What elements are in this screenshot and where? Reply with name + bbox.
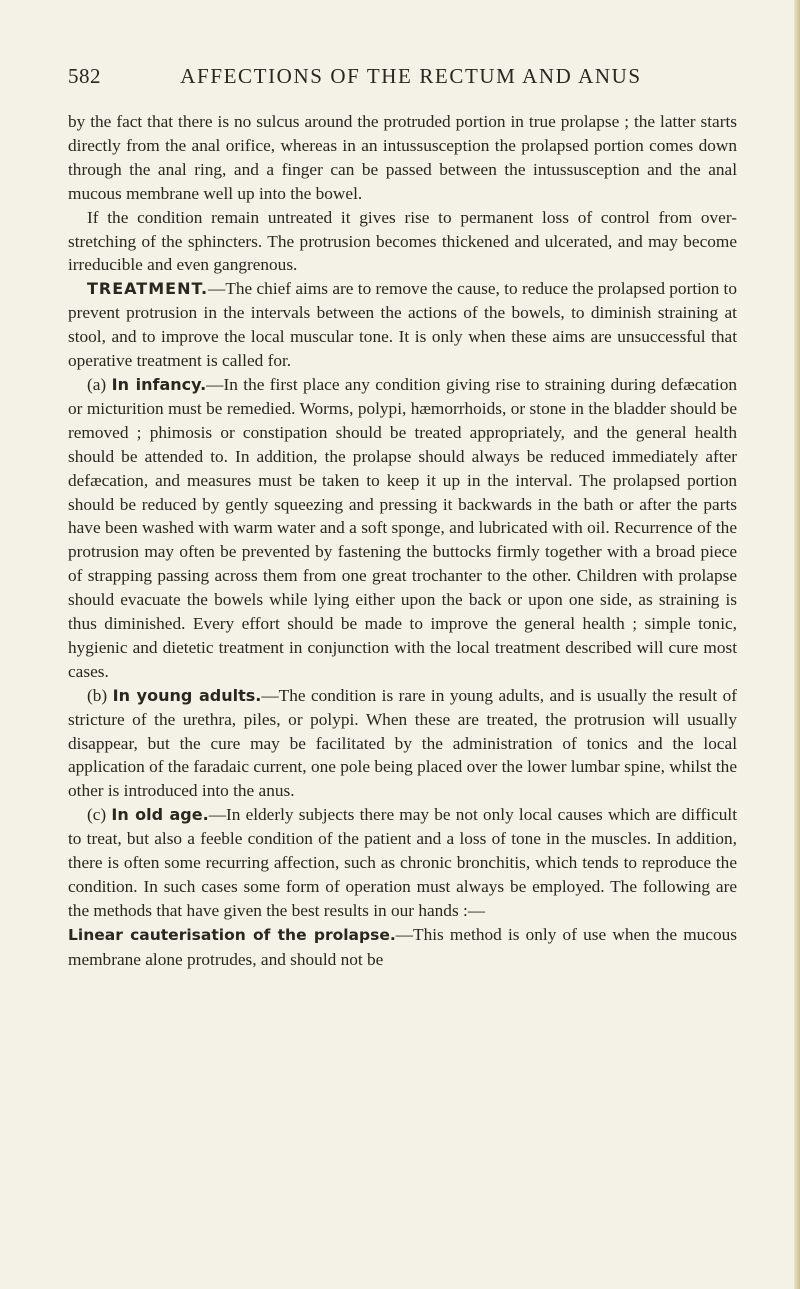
page-header [0, 64, 800, 94]
paragraph-text: —In the first place any condition giving rise to straining during defæcation or micturition must be remedied. Worms, polypi, hæmorrhoids, or stone in the bladder should be removed ; phimosis or constipation should be treated appropriately, and the general health should be attended to. In addition, the prolapse should always be reduced immediately after defæcation, and measures must be taken to keep it up in the interval. The prolapsed portion should be reduced by gently squeezing and pressing it backwards in the bath or after the parts have been washed with warm water and a soft sponge, and lubricated with oil. Recurrence of the protrusion may often be prevented by fastening the buttocks firmly together with a broad piece of strapping passing across them from one great trochanter to the other. Children with prolapse should evacuate the bowels while lying either upon the back or upon one side, as straining is thus diminished. Every effort should be made to improve the general health ; simple tonic, hygienic and dietetic treatment in conjunction with the local treatment described will cure most cases. [68, 374, 737, 681]
paragraph-linear-cauterisation [68, 923, 737, 972]
paragraph-text: —In elderly subjects there may be not only local causes which are difficult to treat, but also a feeble condition of the patient and a loss of tone in the muscles. In addition, there is often some recurring affection, such as chronic bronchitis, which tends to reproduce the condition. In such cases some form of operation must always be employed. The following are the methods that have given the best results in our hands :— [68, 805, 738, 920]
paragraph-text: —The chief aims are to remove the cause, to reduce the prolapsed portion to prevent protrusion in the intervals between the actions of the bowels, to diminish straining at stool, and to improve the local muscular tone. It is only when these aims are unsuccessful that operative treatment is called for. [68, 279, 737, 371]
subsection-label: (b) [87, 685, 108, 705]
subsection-heading-linear-cauterisation: Linear cauterisation of the prolapse. [68, 925, 396, 944]
subsection-label: (c) [87, 805, 107, 825]
paragraph-text: —The condition is rare in young adults, and is usually the result of stricture of the urethra, piles, or polypi. When these are treated, the protrusion will usually disappear, but the cure may be facilitated by the administration of tonics and the local application of the faradaic current, one pole being placed over the lower lumbar spine, whilst the other is introduced into the anus. [68, 685, 738, 801]
paragraph-treatment [68, 277, 737, 373]
page-number: 582 [68, 64, 101, 88]
running-head: AFFECTIONS OF THE RECTUM AND ANUS [180, 64, 642, 88]
subsection-heading-young-adults: In young adults. [112, 685, 262, 705]
paragraph-old-age [68, 803, 737, 923]
subsection-heading-infancy: In infancy. [111, 374, 207, 394]
section-heading-treatment: TREATMENT. [87, 279, 209, 299]
paragraph: by the fact that there is no sulcus around the protruded portion in true prolapse ; the latter starts directly from the anal orifice, whereas in an intussusception the prolapsed portion comes down through the anal ring, and a finger can be passed between the intussusception and the anal mucous membrane well up into the bowel. [68, 112, 737, 203]
paragraph-infancy [68, 373, 737, 684]
paragraph: If the condition remain untreated it gives rise to permanent loss of control from over-stretching of the sphincters. The protrusion becomes thickened and ulcerated, and may become irreducible and even gangrenous. [68, 207, 737, 275]
subsection-heading-old-age: In old age. [111, 805, 209, 825]
subsection-label: (a) [87, 374, 107, 394]
paragraph-young-adults [68, 684, 737, 804]
body-text [68, 110, 737, 972]
page-edge [794, 0, 800, 1289]
paragraph-text: —This method is only of use when the mucous membrane alone protrudes, and should not be [68, 924, 738, 969]
